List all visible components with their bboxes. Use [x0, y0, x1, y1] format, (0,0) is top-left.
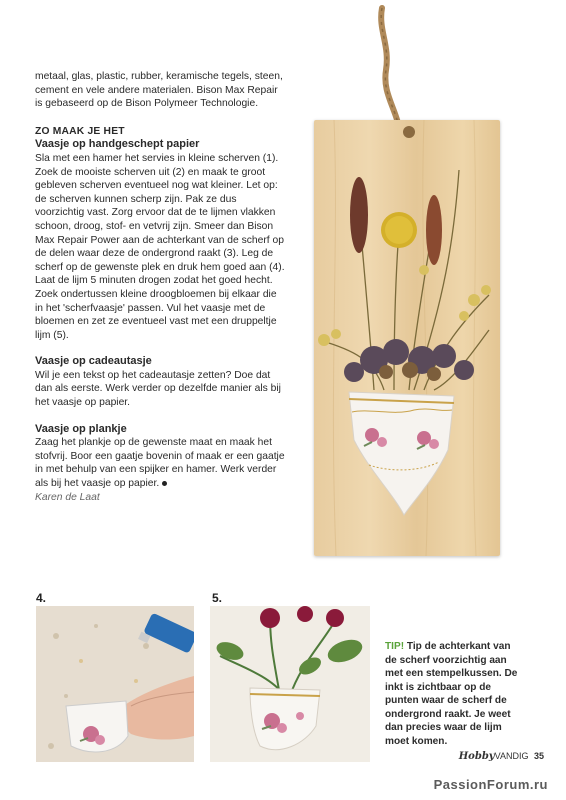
intro-paragraph: metaal, glas, plastic, rubber, keramische tegels, steen, cement en vele andere materialen. Bison Max Repair is gebaseerd op de Bison Polymeer Technologie.: [35, 71, 283, 110]
section-title-plank: Vaasje op plankje: [35, 422, 127, 435]
step-number-5: 5.: [212, 591, 223, 605]
step-5-photo: [210, 606, 370, 762]
page-footer: [459, 751, 544, 762]
section-title-paper: Vaasje op handgeschept papier: [35, 138, 200, 151]
watermark-text: PassionForum.ru: [433, 777, 548, 792]
tip-box: [385, 640, 525, 748]
vase-and-flowers: [314, 120, 500, 556]
section-body-plank: Zaag het plankje op de gewenste maat en maak het stofvrij. Boor een gaatje bovenin of maak er een gaatje in met behulp van een spijker en hamer. Werk verder als bij het vaasje op papier.: [35, 437, 285, 490]
magazine-brand-suffix: VANDIG: [494, 751, 529, 761]
flowers-in-shard-illustration: [210, 606, 370, 762]
plank-illustration: [290, 0, 566, 570]
section-body-paper: Sla met een hamer het servies in kleine scherven (1). Zoek de mooiste scherven uit (2) en maak te groot gebleven scherven eventueel nog wat kleiner. Let op: de scherven kunnen scherp zijn. Pak ze dus voorzichtig vast. Zorg ervoor dat de te lijmen vlakken schoon, droog, stof- en vetvrij zijn. Smeer dan Bison Max Repair Power aan de achterkant van de scherf op de delen waar deze de ondergrond raakt (3). Leg de scherf op de gewenste plek en druk hem goed aan (4). Laat de lijm 5 minuten drogen zodat het goed hecht. Zoek ondertussen kleine droogbloemen bij elkaar die in het 'scherfvaasje' passen. Vul het vaasje met de bloemen en zet ze eventueel vast met een druppeltje lijm (5).: [35, 152, 285, 341]
tip-text: Tip de achterkant van de scherf voorzichtig aan met een stempelkussen. De inkt is zichtbaar op de punten waar de scherf de ondergrond raakt. Je weet dan precies waar de lijm moet komen.: [385, 641, 518, 747]
author-name: Karen de Laat: [35, 491, 100, 503]
glue-shard-illustration: [36, 606, 194, 762]
section-body-giftbag: Wil je een tekst op het cadeautasje zetten? Doe dat dan als eerste. Werk verder op dezelfde manier als bij het vaasje op papier.: [35, 369, 281, 409]
step-4-photo: [36, 606, 194, 762]
end-bullet: [162, 481, 167, 486]
tip-label: TIP!: [385, 641, 405, 652]
section-title-giftbag: Vaasje op cadeautasje: [35, 355, 152, 368]
step-number-4: 4.: [36, 591, 47, 605]
page-number: 35: [533, 751, 544, 761]
magazine-brand: Hobby: [458, 751, 495, 762]
section-heading: ZO MAAK JE HET: [35, 125, 125, 137]
article-text-column: [35, 70, 287, 504]
wooden-plank: [314, 120, 500, 556]
